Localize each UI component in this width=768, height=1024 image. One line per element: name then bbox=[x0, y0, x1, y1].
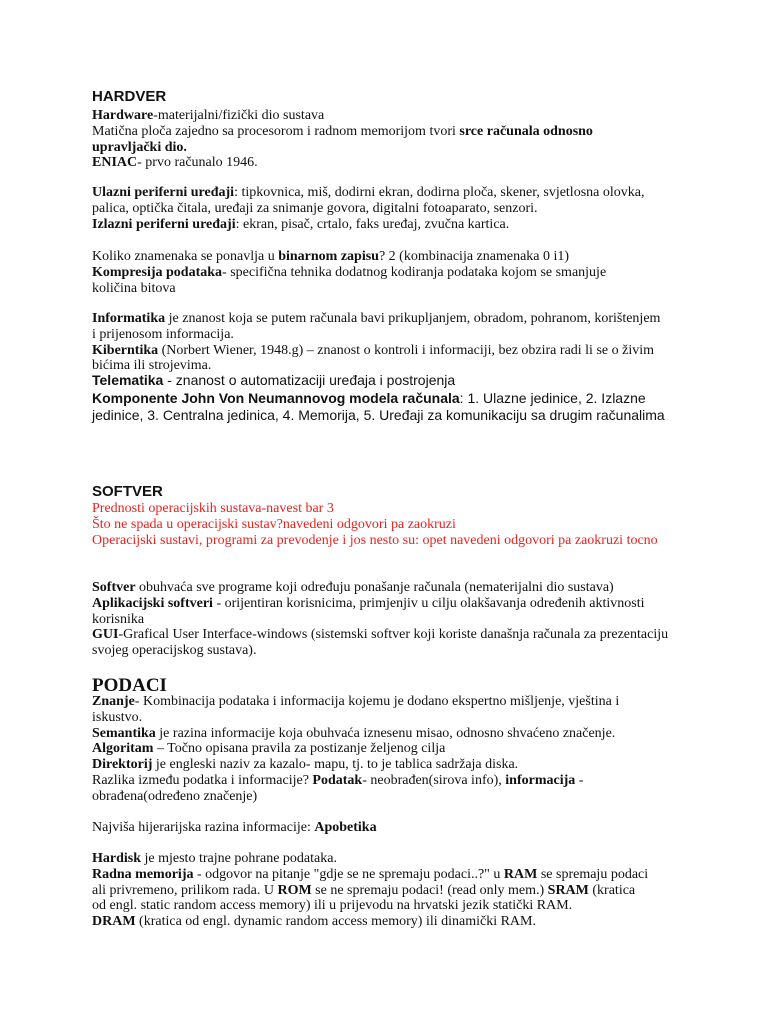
term-kibernetika: Kiberntika bbox=[92, 342, 159, 358]
maticna-bold: srce računala odnosno upravljački dio. bbox=[92, 123, 593, 155]
term-softver: Softver bbox=[92, 580, 136, 595]
term-eniac: ENIAC bbox=[92, 155, 138, 171]
def-komponente: : 1. Ulazne jedinice, 2. Izlazne jedinice, 3. Centralna jedinica, 4. Memorija, 5. Uređaji za komunikaciju sa drugim računalima bbox=[92, 389, 665, 423]
section-heading-softver: SOFTVER bbox=[92, 483, 163, 500]
term-algoritam: Algoritam bbox=[92, 741, 154, 757]
def-direktorij: je engleski naziv za kazalo- mapu, tj. to je tablica sadržaja diska. bbox=[152, 757, 519, 773]
binarni-block bbox=[92, 249, 647, 296]
def-eniac: - prvo računalo 1946. bbox=[137, 155, 258, 171]
term-telematika: Telematika bbox=[92, 372, 164, 388]
term-semantika: Semantika bbox=[92, 725, 156, 741]
def-telematika: - znanost o automatizaciji uređaja i postrojenja bbox=[163, 372, 456, 388]
term-znanje: Znanje bbox=[92, 694, 135, 709]
def-podatak: - neobrađen(sirova info), bbox=[362, 772, 506, 788]
softver-block bbox=[92, 580, 692, 659]
term-sram: SRAM bbox=[547, 882, 589, 898]
def-gui: -Grafical User Interface-windows (sistemski softver koji koriste današnja računala za prezentaciju svojeg operacijskog sustava). bbox=[92, 627, 669, 659]
podaci-block bbox=[92, 694, 657, 805]
telematika-block bbox=[92, 372, 682, 425]
section-heading-podaci: PODACI bbox=[92, 675, 167, 696]
term-podatak: Podatak bbox=[312, 772, 363, 788]
question-line: Prednosti operacijskih sustava-navest bar 3 bbox=[92, 501, 334, 516]
term-aplikacijski: Aplikacijski softveri bbox=[92, 595, 213, 611]
section-heading-hardver: HARDVER bbox=[92, 88, 167, 105]
def-kompresija: - specifična tehnika dodatnog kodiranja podataka kojom se smanjuje količina bitova bbox=[92, 264, 607, 296]
koliko-text: Koliko znamenaka se ponavlja u bbox=[92, 249, 279, 264]
def-informacija: - obrađena(određeno značenje) bbox=[92, 772, 584, 804]
najvisa-block bbox=[92, 820, 692, 836]
def-algoritam: – Točno opisana pravila za postizanje željenog cilja bbox=[153, 741, 446, 757]
term-rom: ROM bbox=[277, 882, 312, 898]
def-sram: (kratica od engl. static random access memory) ili u prijevodu na hrvatski jezik statički RAM. bbox=[92, 882, 636, 914]
informatika-block bbox=[92, 311, 662, 374]
def-hardisk: je mjesto trajne pohrane podataka. bbox=[141, 851, 337, 866]
def-radna-1: - odgovor na pitanje "gdje se ne spremaju podaci..?" u bbox=[193, 866, 504, 882]
razlika-text: Razlika između podatka i informacije? bbox=[92, 772, 313, 788]
term-komponente: Komponente John Von Neumannovog modela računala bbox=[92, 389, 460, 406]
question-line: Što ne spada u operacijski sustav?navedeni odgovori pa zaokruzi bbox=[92, 516, 456, 532]
def-radna-2: se spremaju podaci ali privremeno, prilikom rada. U bbox=[92, 866, 649, 898]
def-izlazni: : ekran, pisač, crtalo, faks uređaj, zvučna kartica. bbox=[235, 216, 510, 232]
term-direktorij: Direktorij bbox=[92, 757, 153, 773]
def-radna-3: se ne spremaju podaci! (read only mem.) bbox=[311, 882, 548, 898]
def-softver: obuhvaća sve programe koji određuju ponašanje računala (nematerijalni dio sustava) bbox=[135, 580, 614, 595]
def-hardware: -materijalni/fizički dio sustava bbox=[153, 108, 325, 123]
def-informatika: je znanost koja se putem računala bavi prikupljanjem, obradom, pohranom, korištenjem i prijenosom informacija. bbox=[92, 311, 661, 342]
question-line: Operacijski sustavi, programi za prevodenje i jos nesto su: opet navedeni odgovori pa zaokruzi tocno bbox=[92, 532, 658, 548]
maticna-text: Matična ploča zajedno sa procesorom i radnom memorijom tvori bbox=[92, 123, 460, 139]
koliko-bold: binarnom zapisu bbox=[278, 249, 379, 264]
hardver-block bbox=[92, 108, 657, 171]
najvisa-bold: Apobetika bbox=[314, 820, 377, 835]
def-dram: (kratica od engl. dynamic random access memory) ili dinamički RAM. bbox=[135, 914, 536, 930]
term-informacija: informacija bbox=[505, 772, 576, 788]
term-kompresija: Kompresija podataka bbox=[92, 264, 223, 280]
softver-questions bbox=[92, 501, 672, 548]
term-ram: RAM bbox=[503, 866, 538, 882]
def-semantika: je razina informacije koja obuhvaća iznesenu misao, odnosno shvaćeno značenje. bbox=[155, 725, 616, 741]
memorija-block bbox=[92, 851, 652, 930]
koliko-rest: ? 2 (kombinacija znamenaka 0 i1) bbox=[378, 249, 570, 264]
term-ulazni: Ulazni periferni uređaji bbox=[92, 185, 235, 200]
def-kibernetika: (Norbert Wiener, 1948.g) – znanost o kontroli i informaciji, bez obzira radi li se o živim bićima ili strojevima. bbox=[92, 342, 654, 374]
term-hardware: Hardware bbox=[92, 108, 154, 123]
term-informatika: Informatika bbox=[92, 311, 166, 326]
term-radna-memorija: Radna memorija bbox=[92, 866, 194, 882]
periferni-block bbox=[92, 185, 652, 232]
def-aplikacijski: - orijentiran korisnicima, primjenjiv u cilju olakšavanja određenih aktivnosti korisnika bbox=[92, 595, 645, 627]
term-hardisk: Hardisk bbox=[92, 851, 142, 866]
term-dram: DRAM bbox=[92, 914, 136, 930]
term-izlazni: Izlazni periferni uređaji bbox=[92, 216, 236, 232]
najvisa-text: Najviša hijerarijska razina informacije: bbox=[92, 820, 315, 835]
def-znanje: - Kombinacija podataka i informacija kojemu je dodano ekspertno mišljenje, vještina i iskustvo. bbox=[92, 694, 620, 725]
term-gui: GUI bbox=[92, 627, 119, 643]
def-ulazni: : tipkovnica, miš, dodirni ekran, dodirna ploča, skener, svjetlosna olovka, palica, optička čitala, uređaji za snimanje govora, digitalni fotoaparato, senzori. bbox=[92, 185, 645, 216]
